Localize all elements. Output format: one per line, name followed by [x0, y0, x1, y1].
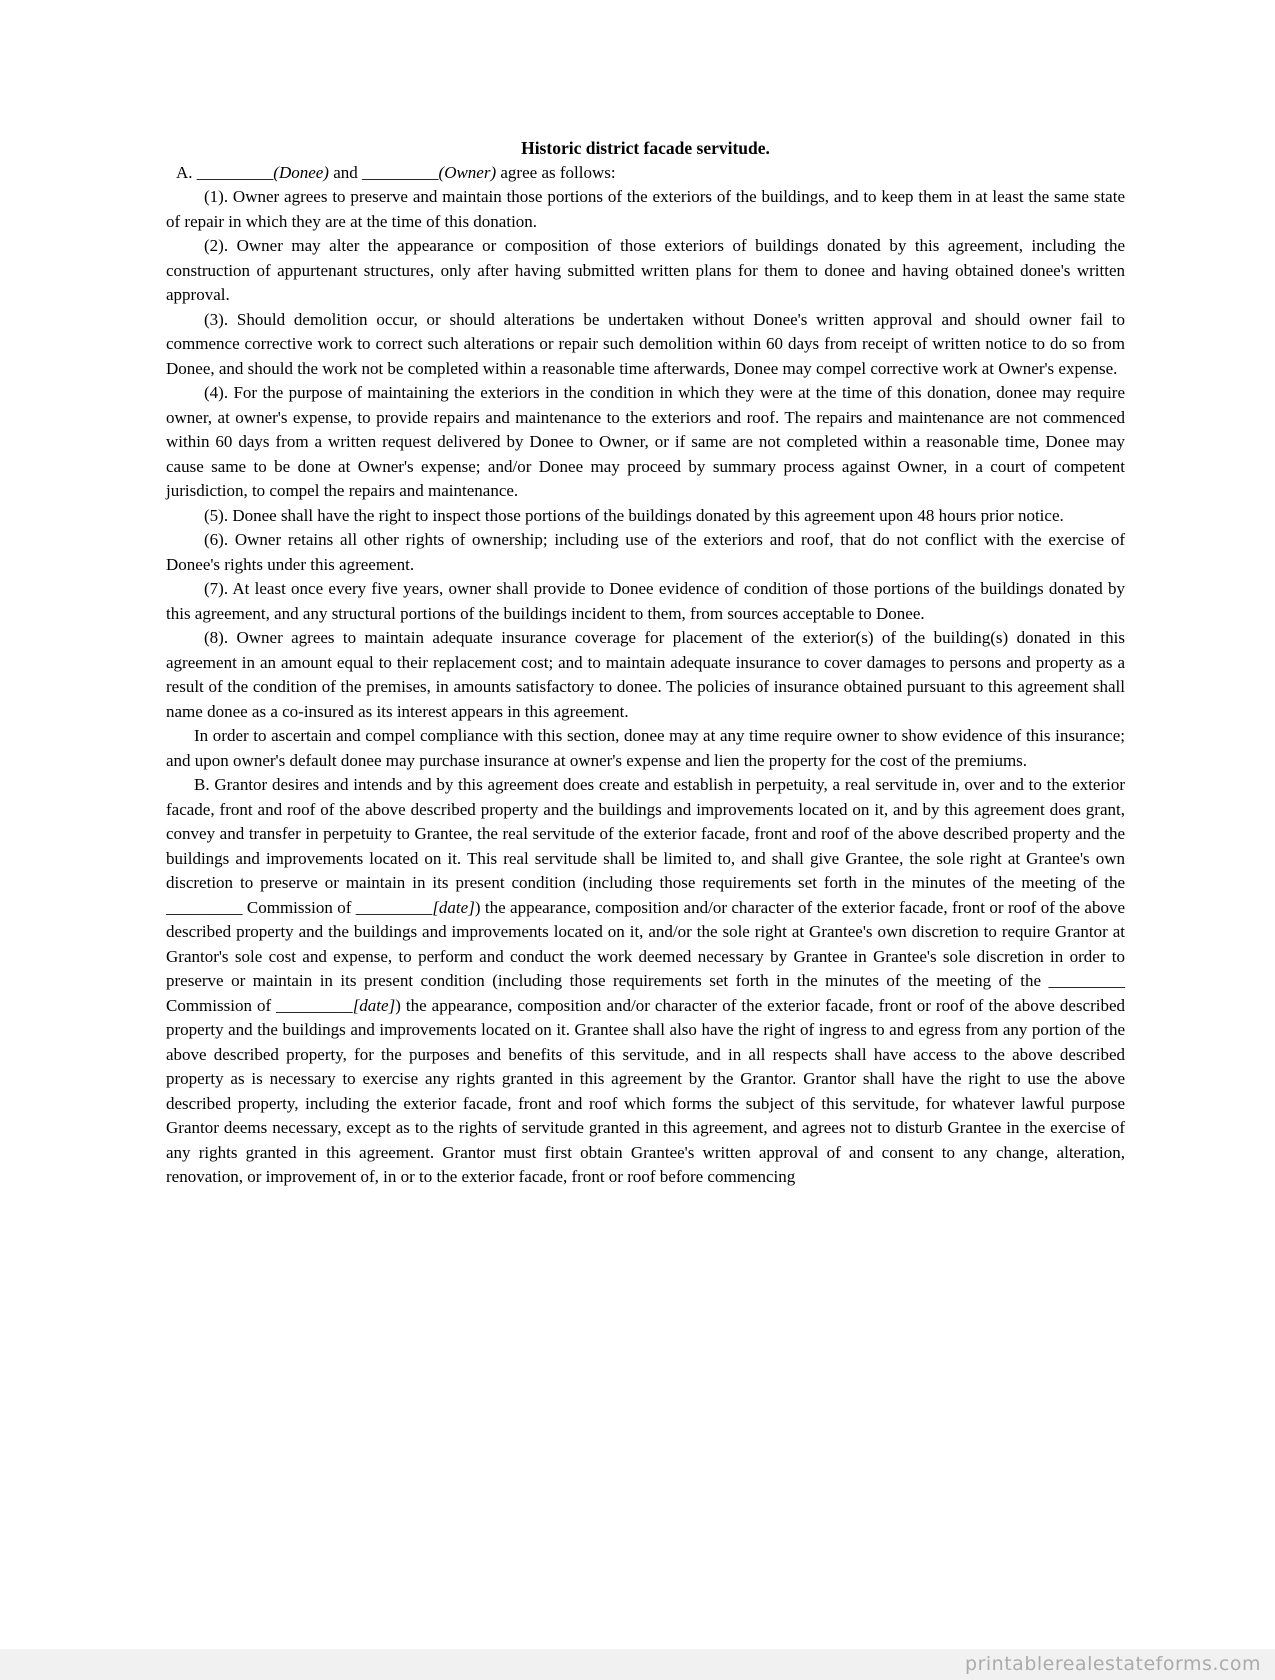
paragraph-clause-4: (4). For the purpose of maintaining the exteriors in the condition in which they were at the time of this donation, donee may require owner, at owner's expense, to provide repairs and maintenance to the exteriors and roof. The repairs and maintenance are not commenced within 60 days from a written request delivered by Donee to Owner, or if same are not completed within a reasonable time, Donee may cause same to be done at Owner's expense; and/or Donee may proceed by summary process against Owner, in a court of competent jurisdiction, to compel the repairs and maintenance. — [166, 383, 1125, 500]
paragraph-clause-8: (8). Owner agrees to maintain adequate insurance coverage for placement of the exterior(s) of the building(s) donated in this agreement in an amount equal to their replacement cost; and to maintain adequate insurance to cover damages to persons and property as a result of the condition of the premises, in amounts satisfactory to donee. The policies of insurance obtained pursuant to this agreement shall name donee as a co-insured as its interest appears in this agreement. — [166, 628, 1125, 721]
paragraph-insurance-compliance: In order to ascertain and compel compliance with this section, donee may at any time require owner to show evidence of this insurance; and upon owner's default donee may purchase insurance at owner's expense and lien the property for the cost of the premiums. — [166, 726, 1125, 770]
paragraphs-container — [166, 161, 1125, 1190]
paragraph-parties: A. _________(Donee) and _________(Owner) agree as follows: — [176, 162, 616, 182]
paragraph-clause-2: (2). Owner may alter the appearance or composition of those exteriors of buildings donated by this agreement, including the construction of appurtenant structures, only after having submitted written plans for them to donee and having obtained donee's written approval. — [166, 236, 1125, 304]
paragraph-section-b: B. Grantor desires and intends and by this agreement does create and establish in perpetuity, a real servitude in, over and to the exterior facade, front and roof of the above described property and the buildings and improvements located on it, and by this agreement does grant, convey and transfer in perpetuity to Grantee, the real servitude of the exterior facade, front and roof of the above described property and the buildings and improvements located on it. This real servitude shall be limited to, and shall give Grantee, the sole right at Grantee's own discretion to preserve or maintain in its present condition (including those requirements set forth in the minutes of the meeting of the _________ Commission of _________[date]) the appearance, composition and/or character of the exterior facade, front or roof of the above described property and the buildings and improvements located on it, and/or the sole right at Grantee's own discretion to require Grantor at Grantor's sole cost and expense, to perform and conduct the work deemed necessary by Grantee in Grantee's sole discretion in order to preserve or maintain in its present condition (including those requirements set forth in the minutes of the meeting of the _________ Commission of _________[date]) the appearance, composition and/or character of the exterior facade, front or roof of the above described property and the buildings and improvements located on it. Grantee shall also have the right of ingress to and egress from any portion of the above described property, for the purposes and benefits of this servitude, and in all respects shall have access to the above described property as is necessary to exercise any rights granted in this agreement by the Grantor. Grantor shall have the right to use the above described property, including the exterior facade, front and roof which forms the subject of this servitude, for whatever lawful purpose Grantor deems necessary, except as to the rights of servitude granted in this agreement, and agrees not to disturb Grantee in the exercise of any rights granted in this agreement. Grantor must first obtain Grantee's written approval of and consent to any change, alteration, renovation, or improvement of, in or to the exterior facade, front or roof before commencing — [166, 775, 1126, 1186]
page-title: Historic district facade servitude. — [521, 138, 770, 158]
watermark-text: printablerealestateforms.com — [965, 1653, 1261, 1675]
paragraph-clause-3: (3). Should demolition occur, or should alterations be undertaken without Donee's written approval and should owner fail to commence corrective work to correct such alterations or repair such demolition within 60 days from receipt of written notice to do so from Donee, and should the work not be completed within a reasonable time afterwards, Donee may compel corrective work at Owner's expense. — [166, 309, 1125, 378]
paragraph-clause-6: (6). Owner retains all other rights of ownership; including use of the exteriors and roof, that do not conflict with the exercise of Donee's rights under this agreement. — [166, 530, 1125, 574]
paragraph-clause-7: (7). At least once every five years, owner shall provide to Donee evidence of condition of those portions of the buildings donated by this agreement, and any structural portions of the buildings incident to them, from sources acceptable to Donee. — [166, 579, 1125, 623]
paragraph-clause-1: (1). Owner agrees to preserve and maintain those portions of the exteriors of the buildings, and to keep them in at least the same state of repair in which they are at the time of this donation. — [166, 187, 1125, 231]
document-body — [166, 136, 1125, 1190]
paragraph-clause-5: (5). Donee shall have the right to inspect those portions of the buildings donated by this agreement upon 48 hours prior notice. — [204, 505, 1064, 525]
footer-bar — [0, 1649, 1275, 1680]
